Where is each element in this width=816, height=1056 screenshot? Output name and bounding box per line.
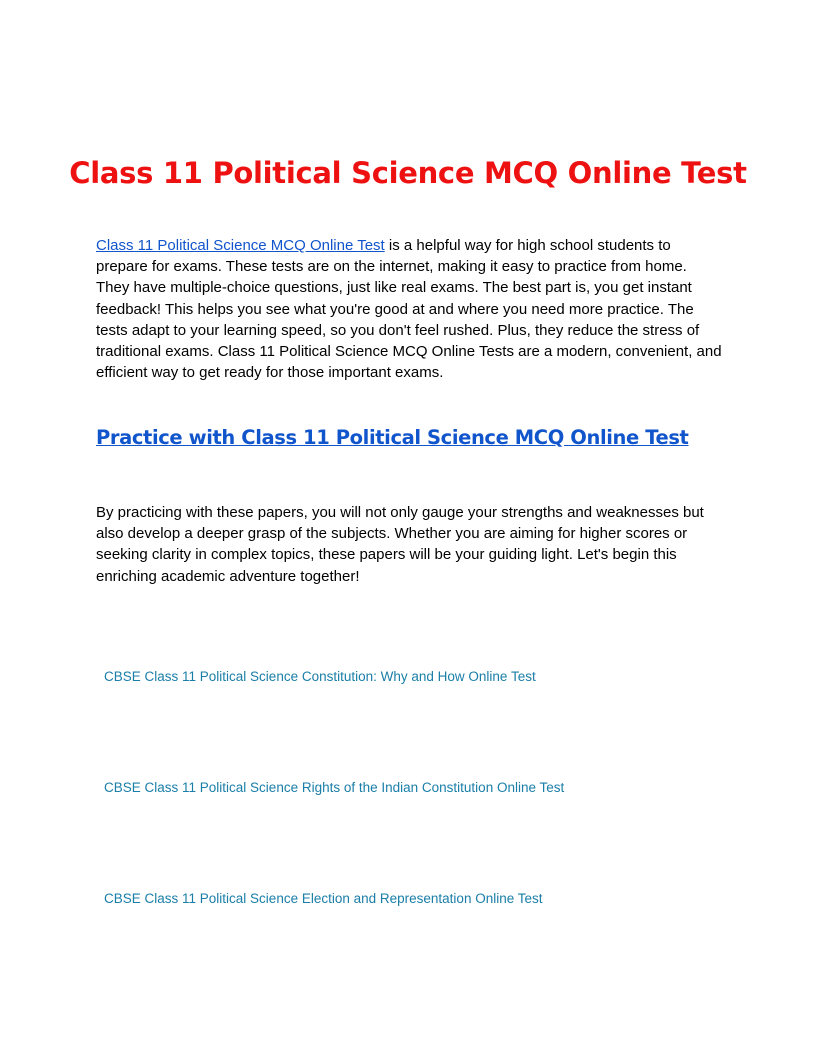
test-link-rights[interactable]: CBSE Class 11 Political Science Rights of the Indian Constitution Online Test	[104, 780, 565, 795]
intro-text: is a helpful way for high school students to prepare for exams. These tests are on the internet, making it easy to practice from home. They have multiple-choice questions, just like real exams. The best part is, you get instant feedback! This helps you see what you're good at and where you need more practice. The tests adapt to your learning speed, so you don't feel rushed. Plus, they reduce the stress of traditional exams. Class 11 Political Science MCQ Online Tests are a modern, convenient, and efficient way to get ready for those important exams.	[96, 237, 722, 382]
test-link-constitution[interactable]: CBSE Class 11 Political Science Constitution: Why and How Online Test	[104, 669, 536, 684]
page-title: Class 11 Political Science MCQ Online Test	[69, 156, 747, 190]
intro-link[interactable]: Class 11 Political Science MCQ Online Test	[96, 237, 385, 254]
test-link-election[interactable]: CBSE Class 11 Political Science Election and Representation Online Test	[104, 891, 543, 906]
body-paragraph: By practicing with these papers, you will not only gauge your strengths and weaknesses but also develop a deeper grasp of the subjects. Whether you are aiming for higher scores or seeking clarity in complex topics, these papers will be your guiding light. Let's begin this enriching academic adventure together!	[96, 504, 704, 585]
intro-paragraph	[96, 235, 724, 383]
section-heading-link[interactable]: Practice with Class 11 Political Science MCQ Online Test	[96, 426, 689, 449]
